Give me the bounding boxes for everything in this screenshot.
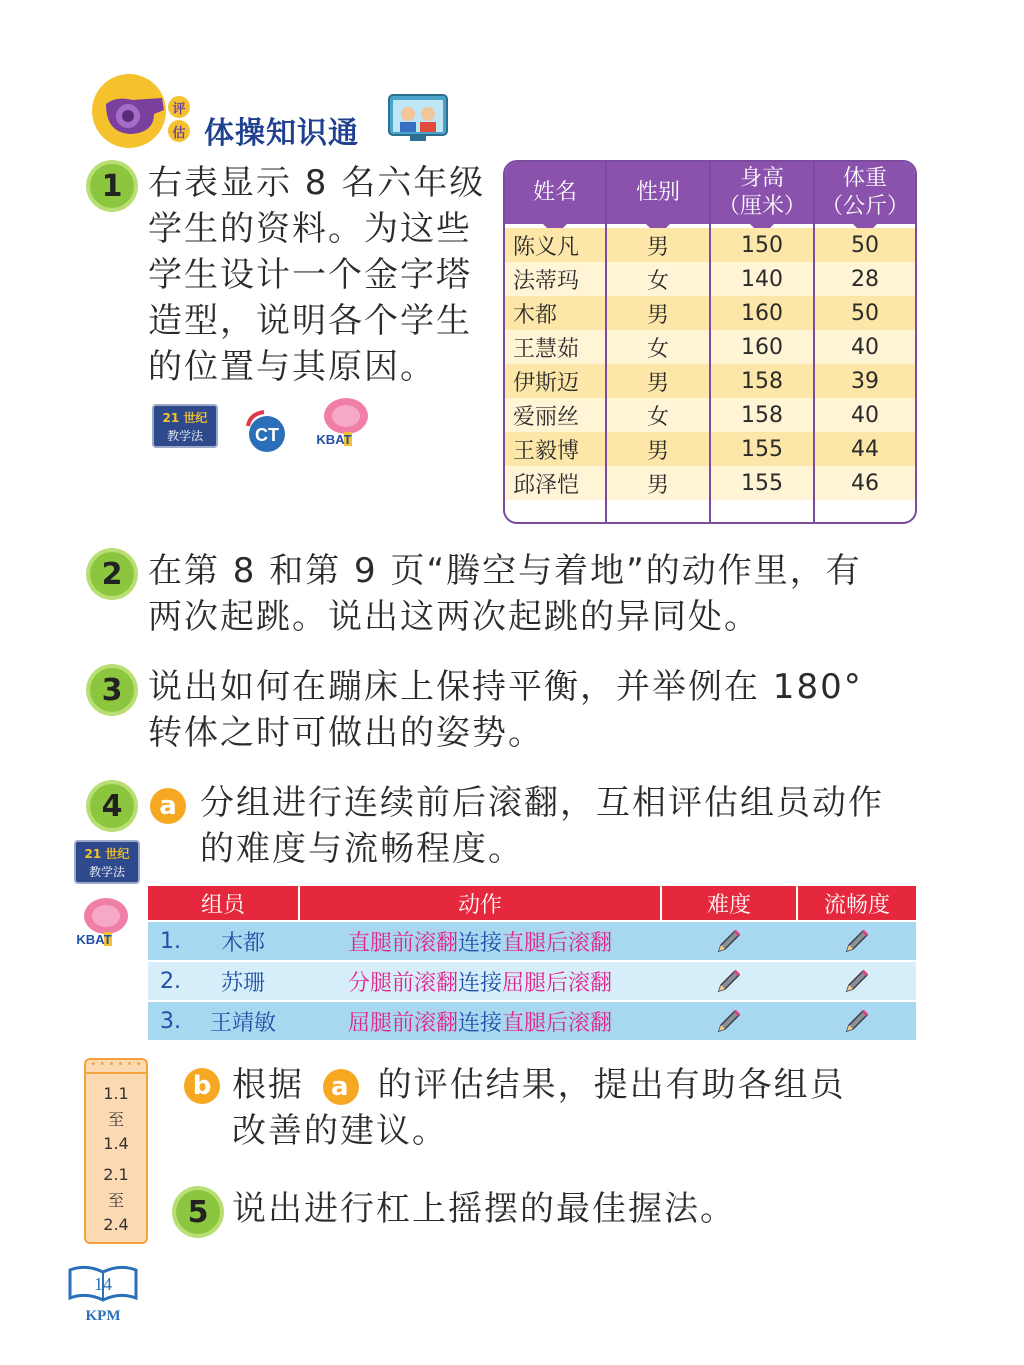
cell-name: 伊斯迈 (513, 370, 580, 396)
cell-height: 160 (741, 334, 783, 360)
cell-name: 陈义凡 (513, 234, 580, 260)
action-link-text: 连接 (457, 1010, 502, 1036)
page-footer (66, 1262, 140, 1326)
action-move-text: 屈腿前滚翻 (347, 1010, 458, 1036)
action-move-text: 分腿前滚翻 (347, 970, 458, 996)
sub-question-b-badge: b (184, 1068, 220, 1104)
kbat-brain-icon (314, 394, 374, 454)
row-index: 1. (160, 928, 181, 954)
cell-height: 158 (741, 402, 783, 428)
action-link-text: 连接 (457, 970, 502, 996)
21st-century-pedagogy-badge-2: 21 世纪 教学法 (74, 840, 140, 884)
table-header-weight: 体重 （公斤） (815, 162, 915, 224)
eval-badge-2: 估 (168, 120, 190, 142)
cell-gender: 女 (646, 404, 669, 430)
action-move-text: 直腿后滚翻 (502, 930, 613, 956)
action-move-text: 直腿后滚翻 (502, 1010, 613, 1036)
table-row (148, 922, 916, 960)
action-move-text: 屈腿后滚翻 (502, 970, 613, 996)
cell-weight: 50 (851, 300, 879, 326)
svg-text:KBAT: KBAT (316, 432, 352, 447)
cell-height: 155 (741, 436, 783, 462)
kbat-brain-icon-2 (74, 894, 134, 954)
row-index: 2. (160, 968, 181, 994)
question-4-badge: 4 (90, 784, 134, 828)
cell-weight: 44 (851, 436, 879, 462)
ct-badge-icon (240, 408, 290, 458)
table-row (148, 1002, 916, 1040)
row-index: 3. (160, 1008, 181, 1034)
cell-gender: 男 (646, 302, 669, 328)
cell-weight: 46 (851, 470, 879, 496)
question-3-text: 说出如何在蹦床上保持平衡，并举例在 180° 转体之时可做出的姿势。 (148, 667, 863, 753)
question-1-text: 右表显示 8 名六年级 学生的资料。为这些 学生设计一个金字塔 造型，说明各个学生 的位置与其原因。 (148, 163, 486, 387)
table-row (148, 962, 916, 1000)
table-header-height: 身高 （厘米） (711, 162, 813, 224)
action-cell (300, 1002, 660, 1040)
cell-name: 王慧茹 (513, 336, 580, 362)
cell-name: 爱丽丝 (513, 404, 580, 430)
cell-gender: 男 (646, 370, 669, 396)
eval-badge-1: 评 (168, 96, 190, 118)
cell-gender: 女 (646, 336, 669, 362)
cell-weight: 39 (851, 368, 879, 394)
cell-height: 160 (741, 300, 783, 326)
cell-height: 150 (741, 232, 783, 258)
cell-gender: 男 (646, 234, 669, 260)
cell-weight: 50 (851, 232, 879, 258)
difficulty-pencil-icon[interactable] (662, 922, 796, 960)
cell-weight: 40 (851, 334, 879, 360)
action-cell (300, 962, 660, 1000)
gtable-header-fluency: 流畅度 (798, 886, 916, 920)
student-data-table (503, 160, 917, 524)
cell-name: 木都 (513, 302, 558, 328)
cell-name: 王毅博 (513, 438, 580, 464)
gtable-header-member: 组员 (148, 886, 298, 920)
svg-text:KPM: KPM (85, 1308, 121, 1324)
cell-name: 法蒂玛 (513, 268, 580, 294)
question-3-badge: 3 (90, 668, 134, 712)
gtable-header-difficulty: 难度 (662, 886, 796, 920)
cell-weight: 40 (851, 402, 879, 428)
member-name: 王靖敏 (209, 1010, 276, 1036)
cell-gender: 女 (646, 268, 669, 294)
difficulty-pencil-icon[interactable] (662, 962, 796, 1000)
fluency-pencil-icon[interactable] (798, 1002, 916, 1040)
member-name: 木都 (220, 930, 265, 956)
svg-text:CT: CT (255, 425, 279, 445)
cell-height: 140 (741, 266, 783, 292)
learning-standard-tab: • • • • • • 1.1 至 1.4 2.1 至 2.4 (84, 1058, 148, 1244)
action-link-text: 连接 (457, 930, 502, 956)
book-icon (66, 1262, 140, 1326)
21st-century-pedagogy-badge: 21 世纪 教学法 (152, 404, 218, 448)
cell-height: 158 (741, 368, 783, 394)
inline-a-badge: a (323, 1069, 359, 1105)
difficulty-pencil-icon[interactable] (662, 1002, 796, 1040)
table-header-name: 姓名 (505, 162, 605, 224)
member-name: 苏珊 (220, 970, 265, 996)
question-1-badge: 1 (90, 164, 134, 208)
gtable-header-action: 动作 (300, 886, 660, 920)
svg-text:14: 14 (94, 1274, 112, 1294)
whistle-icon (92, 74, 166, 148)
question-4a-text: 分组进行连续前后滚翻，互相评估组员动作 的难度与流畅程度。 (200, 783, 884, 869)
cell-gender: 男 (646, 472, 669, 498)
section-title: 体操知识通 (204, 116, 359, 151)
cell-height: 155 (741, 470, 783, 496)
svg-text:KBAT: KBAT (76, 932, 112, 947)
fluency-pencil-icon[interactable] (798, 962, 916, 1000)
action-cell (300, 922, 660, 960)
fluency-pencil-icon[interactable] (798, 922, 916, 960)
question-4b-text: 根据 a 的评估结果，提出有助各组员 改善的建议。 (232, 1065, 846, 1151)
question-5-badge: 5 (176, 1190, 220, 1234)
question-5-text: 说出进行杠上摇摆的最佳握法。 (232, 1189, 736, 1229)
action-move-text: 直腿前滚翻 (347, 930, 458, 956)
cell-name: 邱泽恺 (513, 472, 580, 498)
question-2-badge: 2 (90, 552, 134, 596)
question-2-text: 在第 8 和第 9 页“腾空与着地”的动作里，有 两次起跳。说出这两次起跳的异同处。 (148, 551, 862, 637)
monitor-icon (388, 94, 448, 144)
sub-question-a-badge: a (150, 788, 186, 824)
cell-weight: 28 (851, 266, 879, 292)
cell-gender: 男 (646, 438, 669, 464)
table-header-gender: 性别 (607, 162, 709, 224)
